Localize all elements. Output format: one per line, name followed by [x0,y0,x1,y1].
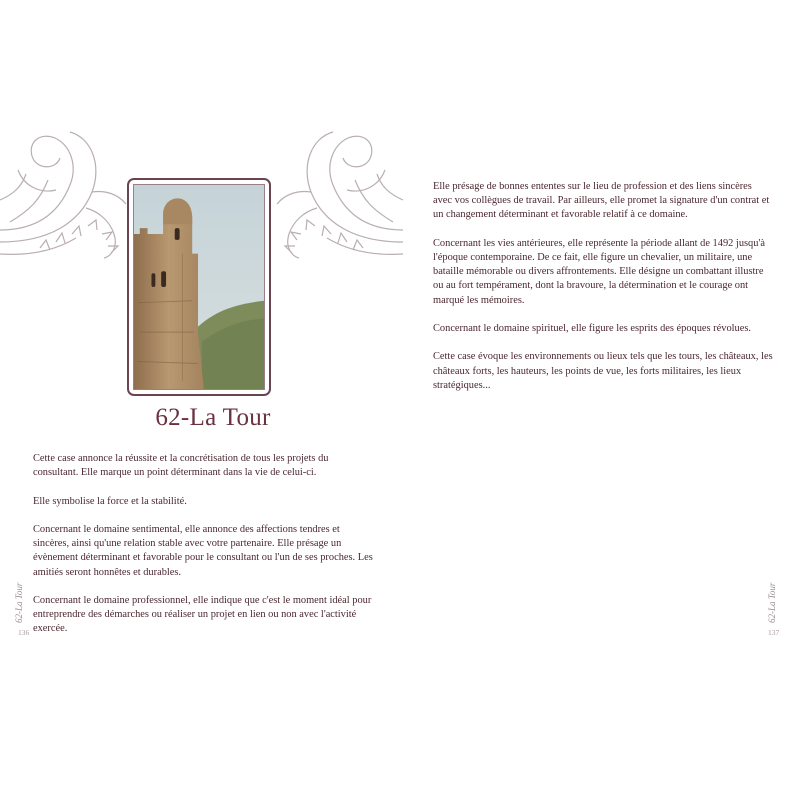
paragraph: Concernant le domaine spirituel, elle figure les esprits des époques révolues. [433,323,751,334]
paragraph: Cette case annonce la réussite et la concrétisation de tous les projets du consultant. Elle marque un point déterminant dans la vie de celui-ci. [33,453,329,479]
left-page-body [33,452,375,651]
card-illustration [133,184,265,390]
left-running-header: 62-La Tour [14,582,24,623]
right-page-body [433,180,773,407]
paragraph: Elle symbolise la force et la stabilité. [33,495,187,507]
left-page-number: 136 [18,628,30,637]
paragraph: Concernant le domaine sentimental, elle annonce des affections tendres et sincères, ainsi qu'une relation stable avec votre partenaire. Elle présage un évènement déterminant et favorable pour le consultant ou l'un de ses proches. Les amitiés seront honnêtes et durables. [33,523,373,578]
right-running-header: 62-La Tour [767,582,777,623]
floral-ornament-left [0,130,130,270]
card-title: 62-La Tour [155,404,271,431]
tower-watercolor-image [134,185,264,389]
paragraph: Cette case évoque les environnements ou lieux tels que les tours, les châteaux, les châteaux forts, les hauteurs, les points de vue, les forts militaires, les lieux stratégiques... [433,351,773,391]
paragraph: Concernant les vies antérieures, elle représente la période allant de 1492 jusqu'à l'époque contemporaine. De ce fait, elle figure un chevalier, un militaire, une bataille mémorable ou divers affrontements. Elle désigne un combattant illustre ou au fort tempérament, dont la bravoure, la détermination et le courage ont marqué les mémoires. [433,237,765,306]
tarot-card [127,178,271,396]
right-page-number: 137 [768,628,780,637]
paragraph: Concernant le domaine professionnel, elle indique que c'est le moment idéal pour entreprendre des démarches ou réaliser un projet en lien ou non avec l'activité exercée. [33,594,372,635]
floral-ornament-right [273,130,403,270]
paragraph: Elle présage de bonnes ententes sur le lieu de profession et des liens sincères avec vos collègues de travail. Par ailleurs, elle promet la signature d'un contrat et un changement déterminant et favorable relatif à ce domaine. [433,181,770,221]
